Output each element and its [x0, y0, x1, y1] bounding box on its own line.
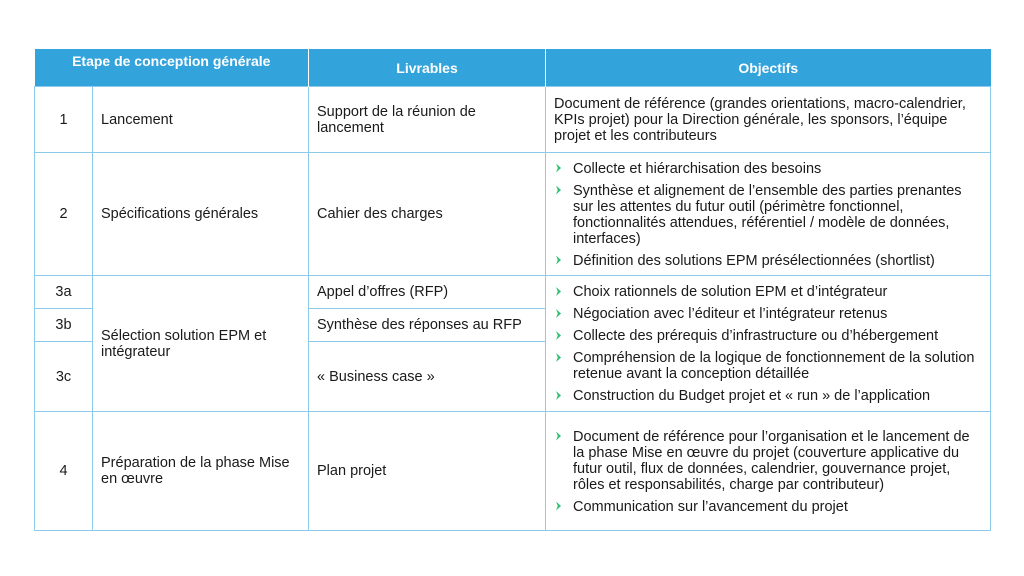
bullet-chevron-icon: [556, 353, 561, 362]
deliverable-cell: Synthèse des réponses au RFP: [309, 309, 546, 342]
deliverable-cell: Plan projet: [309, 412, 546, 531]
header-stage: Etape de conception générale: [35, 49, 309, 87]
stage-name: Lancement: [93, 87, 309, 153]
deliverable-cell: Cahier des charges: [309, 153, 546, 276]
bullet-chevron-icon: [556, 287, 561, 296]
list-item: [554, 350, 982, 382]
objectives-list: [554, 284, 982, 404]
objective-text: Choix rationnels de solution EPM et d’intégrateur: [573, 284, 888, 300]
objective-text: Définition des solutions EPM présélectionnées (shortlist): [573, 252, 935, 269]
bullet-chevron-icon: [556, 256, 561, 265]
list-item: [554, 306, 982, 322]
deliverable-cell: Appel d’offres (RFP): [309, 276, 546, 309]
stage-name: Spécifications générales: [93, 153, 309, 276]
list-item: [554, 328, 982, 344]
objective-text: Communication sur l’avancement du projet: [573, 498, 848, 515]
list-item: [554, 499, 982, 515]
objective-cell: Document de référence (grandes orientations, macro-calendrier, KPIs projet) pour la Direction générale, les sponsors, l’équipe projet et les contributeurs: [546, 87, 991, 153]
list-item: [554, 161, 982, 177]
stage-number: 3a: [35, 276, 93, 309]
bullet-chevron-icon: [556, 391, 561, 400]
bullet-chevron-icon: [556, 164, 561, 173]
objective-text: Document de référence pour l’organisation et le lancement de la phase Mise en œuvre du projet (couverture applicative du futur outil, flux de données, calendrier, gouvernance projet, rôles et responsabilités, charge par contributeur): [573, 428, 970, 493]
list-item: [554, 253, 982, 269]
bullet-chevron-icon: [556, 309, 561, 318]
deliverable-cell: « Business case »: [309, 342, 546, 412]
list-item: [554, 429, 982, 493]
stage-number: 3c: [35, 342, 93, 412]
objectives-cell: [546, 153, 991, 276]
stage-name: Préparation de la phase Mise en œuvre: [93, 412, 309, 531]
header-objectives: Objectifs: [546, 49, 991, 87]
stage-name: Sélection solution EPM et intégrateur: [93, 276, 309, 412]
stage-number: 4: [35, 412, 93, 531]
stage-number: 3b: [35, 309, 93, 342]
objectives-list: [554, 161, 982, 269]
list-item: [554, 284, 982, 300]
objective-text: Négociation avec l’éditeur et l’intégrateur retenus: [573, 306, 888, 322]
deliverable-cell: Support de la réunion de lancement: [309, 87, 546, 153]
table-header-row: [35, 49, 991, 87]
stage-number: 2: [35, 153, 93, 276]
bullet-chevron-icon: [556, 432, 561, 441]
header-deliverables: Livrables: [309, 49, 546, 87]
objectives-list: [554, 429, 982, 515]
objective-text: Construction du Budget projet et « run » de l’application: [573, 388, 931, 404]
table-row: [35, 87, 991, 153]
table-row: [35, 412, 991, 531]
objectives-cell: [546, 412, 991, 531]
bullet-chevron-icon: [556, 331, 561, 340]
table-row: [35, 153, 991, 276]
bullet-chevron-icon: [556, 186, 561, 195]
objective-text: Synthèse et alignement de l’ensemble des parties prenantes sur les attentes du futur outil (périmètre fonctionnel, fonctionnalités attendues, référentiel / modèle de données, interfaces): [573, 182, 962, 247]
objective-text: Compréhension de la logique de fonctionnement de la solution retenue avant la conception détaillée: [573, 350, 975, 382]
table-row: [35, 276, 991, 309]
objectives-cell: [546, 276, 991, 412]
bullet-chevron-icon: [556, 502, 561, 511]
objective-text: Collecte des prérequis d’infrastructure ou d’hébergement: [573, 328, 939, 344]
list-item: [554, 388, 982, 404]
list-item: [554, 183, 982, 247]
stage-number: 1: [35, 87, 93, 153]
objective-text: Collecte et hiérarchisation des besoins: [573, 160, 822, 177]
project-stages-table: [34, 49, 991, 531]
